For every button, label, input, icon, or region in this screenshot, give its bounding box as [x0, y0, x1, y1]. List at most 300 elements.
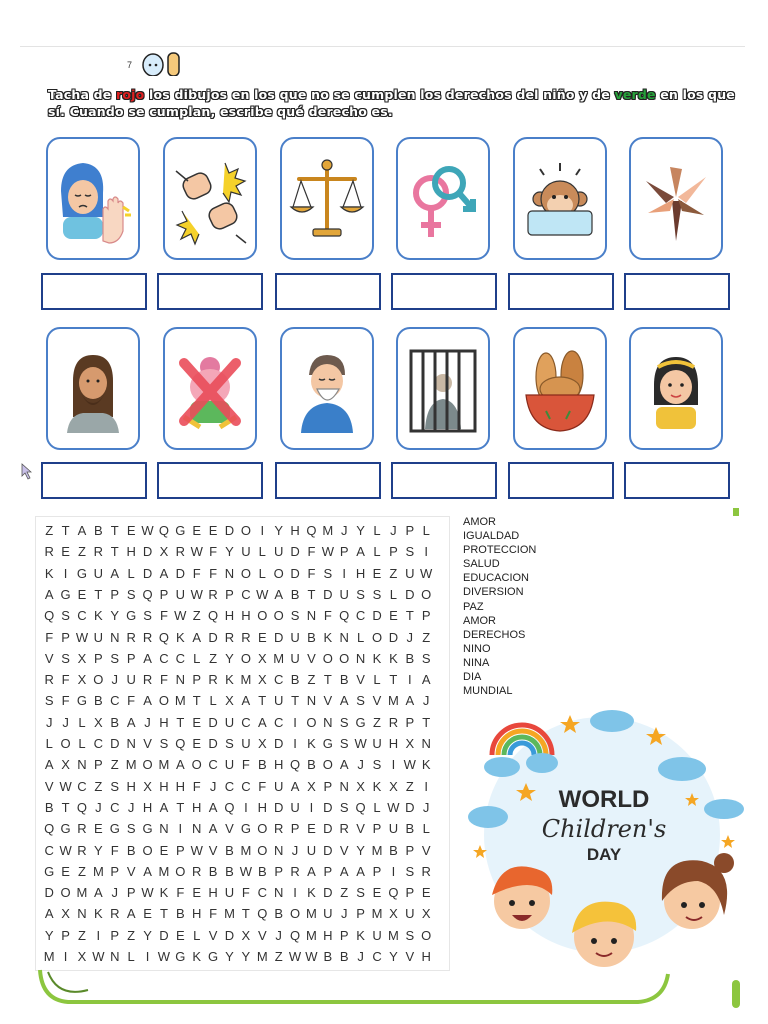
word-search-letter[interactable]: F: [323, 608, 332, 624]
word-search-letter[interactable]: L: [422, 821, 430, 837]
word-search-letter[interactable]: J: [209, 778, 217, 794]
word-search-letter[interactable]: C: [355, 608, 366, 624]
word-search-letter[interactable]: U: [372, 927, 382, 943]
word-search-letter[interactable]: J: [357, 757, 364, 773]
word-search-letter[interactable]: M: [224, 906, 235, 922]
word-search-letter[interactable]: A: [290, 778, 300, 794]
word-search-letter[interactable]: P: [323, 778, 333, 794]
word-search-letter[interactable]: P: [405, 523, 415, 538]
word-search-letter[interactable]: K: [372, 778, 382, 794]
word-search-letter[interactable]: B: [126, 842, 136, 858]
word-search-letter[interactable]: W: [256, 586, 269, 602]
word-search-letter[interactable]: P: [323, 863, 333, 879]
word-search-letter[interactable]: R: [224, 629, 235, 645]
card-girl-crossed-out[interactable]: [163, 327, 257, 450]
word-search-letter[interactable]: F: [192, 778, 201, 794]
word-search-letter[interactable]: S: [159, 736, 169, 751]
word-search-letter[interactable]: Q: [355, 799, 366, 815]
word-search-letter[interactable]: M: [322, 523, 334, 538]
word-search-letter[interactable]: H: [224, 608, 235, 624]
word-search-letter[interactable]: G: [355, 714, 366, 730]
word-search-letter[interactable]: A: [77, 523, 87, 538]
word-search-letter[interactable]: L: [373, 523, 381, 538]
word-search-letter[interactable]: Q: [76, 799, 88, 815]
word-search-letter[interactable]: D: [323, 586, 333, 602]
word-search-letter[interactable]: P: [61, 629, 70, 645]
word-search-letter[interactable]: W: [190, 842, 203, 858]
word-search-letter[interactable]: U: [405, 565, 415, 581]
word-search-letter[interactable]: U: [241, 736, 251, 751]
word-search-letter[interactable]: W: [75, 629, 89, 645]
word-search-letter[interactable]: O: [240, 523, 251, 538]
word-search-letter[interactable]: V: [208, 842, 218, 858]
word-search-letter[interactable]: A: [110, 565, 120, 581]
word-search-letter[interactable]: K: [372, 650, 382, 666]
word-search-letter[interactable]: D: [388, 629, 399, 645]
word-search-letter[interactable]: W: [420, 565, 433, 581]
word-search-letter[interactable]: N: [77, 906, 87, 922]
word-search-letter[interactable]: U: [290, 629, 300, 645]
word-search-letter[interactable]: J: [111, 885, 118, 901]
word-search-letter[interactable]: U: [93, 629, 104, 645]
word-search-letter[interactable]: K: [307, 736, 316, 751]
word-search-letter[interactable]: P: [192, 672, 202, 688]
word-search-letter[interactable]: Z: [422, 629, 431, 645]
word-search-letter[interactable]: L: [78, 714, 86, 730]
word-search-letter[interactable]: B: [405, 650, 415, 666]
word-search-letter[interactable]: X: [421, 906, 431, 922]
word-search-letter[interactable]: R: [175, 544, 186, 560]
word-search-letter[interactable]: Y: [225, 650, 234, 666]
word-search-letter[interactable]: F: [110, 842, 119, 858]
word-search-letter[interactable]: O: [371, 629, 383, 645]
word-search-letter[interactable]: J: [275, 927, 282, 943]
word-search-letter[interactable]: Z: [209, 650, 218, 666]
word-search-letter[interactable]: U: [224, 885, 235, 901]
word-search-letter[interactable]: X: [77, 672, 87, 688]
word-search-letter[interactable]: P: [339, 544, 349, 560]
word-search-letter[interactable]: G: [60, 586, 71, 602]
card-girl-rejecting[interactable]: [46, 137, 140, 260]
word-search-letter[interactable]: B: [44, 799, 54, 815]
word-search-letter[interactable]: E: [421, 885, 431, 901]
word-search-letter[interactable]: P: [126, 650, 136, 666]
word-search-letter[interactable]: X: [356, 778, 365, 794]
word-search-letter[interactable]: P: [110, 863, 120, 879]
word-search-letter[interactable]: Q: [339, 608, 350, 624]
word-search-letter[interactable]: T: [94, 586, 103, 602]
word-search-letter[interactable]: J: [340, 523, 348, 538]
word-search-letter[interactable]: C: [372, 949, 382, 964]
word-search-letter[interactable]: D: [142, 565, 153, 581]
word-search-letter[interactable]: P: [389, 544, 398, 560]
word-search-letter[interactable]: I: [178, 821, 183, 837]
word-search-letter[interactable]: N: [110, 629, 120, 645]
word-search-letter[interactable]: C: [257, 885, 267, 901]
word-search-letter[interactable]: G: [126, 608, 137, 624]
word-search-letter[interactable]: F: [45, 629, 54, 645]
word-search-letter[interactable]: X: [307, 778, 316, 794]
word-search-letter[interactable]: M: [43, 949, 55, 964]
word-search-letter[interactable]: G: [142, 821, 153, 837]
word-search-letter[interactable]: U: [323, 906, 333, 922]
word-search-letter[interactable]: N: [273, 842, 284, 858]
word-search-letter[interactable]: F: [127, 693, 136, 709]
word-search-letter[interactable]: T: [176, 799, 185, 815]
word-search-letter[interactable]: H: [290, 523, 300, 538]
word-search-letter[interactable]: L: [193, 650, 201, 666]
word-search-letter[interactable]: Z: [110, 757, 119, 773]
word-search-letter[interactable]: O: [191, 757, 202, 773]
word-search-letter[interactable]: H: [192, 906, 202, 922]
word-search-letter[interactable]: N: [306, 608, 317, 624]
word-search-letter[interactable]: S: [44, 693, 54, 709]
answer-box-7[interactable]: [41, 462, 147, 499]
word-search-letter[interactable]: N: [273, 885, 284, 901]
word-search-letter[interactable]: R: [208, 586, 218, 602]
word-search-letter[interactable]: T: [192, 693, 201, 709]
word-search-letter[interactable]: A: [339, 757, 349, 773]
word-search-letter[interactable]: S: [405, 863, 415, 879]
word-search-letter[interactable]: L: [45, 736, 53, 751]
word-search-letter[interactable]: B: [307, 757, 316, 773]
word-search-letter[interactable]: S: [323, 565, 333, 581]
word-search-letter[interactable]: T: [159, 906, 168, 922]
word-search-letter[interactable]: W: [174, 608, 187, 624]
word-search-letter[interactable]: I: [293, 736, 297, 751]
word-search-letter[interactable]: Z: [94, 778, 103, 794]
word-search-letter[interactable]: H: [175, 778, 186, 794]
word-search-letter[interactable]: V: [208, 927, 218, 943]
word-search-letter[interactable]: K: [421, 757, 431, 773]
word-search-letter[interactable]: A: [192, 629, 202, 645]
word-search-letter[interactable]: I: [260, 523, 265, 538]
word-search-letter[interactable]: S: [61, 608, 70, 624]
word-search-letter[interactable]: B: [339, 672, 349, 688]
word-search-letter[interactable]: G: [44, 863, 55, 879]
word-search-letter[interactable]: N: [224, 565, 235, 581]
word-search-letter[interactable]: U: [126, 672, 136, 688]
word-search-letter[interactable]: Z: [192, 608, 201, 624]
word-search-letter[interactable]: Y: [241, 949, 251, 964]
word-search-letter[interactable]: G: [109, 821, 120, 837]
word-search-letter[interactable]: R: [142, 629, 153, 645]
word-search-letter[interactable]: A: [94, 885, 103, 901]
word-search-letter[interactable]: X: [77, 650, 87, 666]
word-search-letter[interactable]: O: [93, 672, 104, 688]
word-search-letter[interactable]: S: [126, 821, 136, 837]
word-search-letter[interactable]: E: [61, 863, 70, 879]
word-search-letter[interactable]: J: [357, 949, 364, 964]
word-search-letter[interactable]: D: [405, 586, 415, 602]
word-search-letter[interactable]: X: [61, 906, 70, 922]
word-search-letter[interactable]: B: [257, 757, 267, 773]
word-search-letter[interactable]: V: [257, 927, 267, 943]
word-search-letter[interactable]: M: [387, 693, 399, 709]
word-search-letter[interactable]: D: [372, 608, 382, 624]
word-search-letter[interactable]: V: [307, 650, 316, 666]
word-search-letter[interactable]: C: [110, 799, 120, 815]
word-search-letter[interactable]: N: [421, 736, 431, 751]
word-search-letter[interactable]: S: [339, 714, 349, 730]
word-search-letter[interactable]: I: [63, 565, 68, 581]
word-search-letter[interactable]: E: [77, 586, 87, 602]
word-search-letter[interactable]: P: [339, 927, 349, 943]
word-search-letter[interactable]: D: [323, 885, 333, 901]
word-search-letter[interactable]: A: [143, 863, 152, 879]
word-search-letter[interactable]: S: [356, 693, 365, 709]
word-search-letter[interactable]: H: [126, 778, 136, 794]
word-search-letter[interactable]: W: [92, 949, 105, 964]
word-search-letter[interactable]: S: [61, 650, 70, 666]
word-search-letter[interactable]: C: [224, 778, 235, 794]
word-search-letter[interactable]: J: [390, 523, 397, 538]
word-search-letter[interactable]: R: [77, 821, 87, 837]
word-search-letter[interactable]: R: [388, 714, 399, 730]
word-search-letter[interactable]: D: [224, 523, 235, 538]
word-search-letter[interactable]: V: [356, 672, 365, 688]
word-search-letter[interactable]: U: [290, 799, 300, 815]
word-search-letter[interactable]: Z: [78, 544, 86, 560]
answer-box-4[interactable]: [391, 273, 497, 310]
word-search-letter[interactable]: F: [192, 565, 201, 581]
word-search-letter[interactable]: M: [306, 927, 317, 943]
word-search-letter[interactable]: A: [339, 693, 349, 709]
word-search-letter[interactable]: P: [405, 885, 415, 901]
word-search-letter[interactable]: A: [126, 714, 136, 730]
word-search-letter[interactable]: Q: [158, 629, 169, 645]
word-search-letter[interactable]: O: [289, 906, 301, 922]
word-search-letter[interactable]: D: [273, 736, 284, 751]
word-search-letter[interactable]: H: [388, 736, 399, 751]
word-search-letter[interactable]: P: [290, 821, 300, 837]
word-search-letter[interactable]: P: [405, 842, 415, 858]
word-search-letter[interactable]: L: [258, 565, 266, 581]
word-search-letter[interactable]: F: [307, 544, 316, 560]
word-search-letter[interactable]: E: [192, 736, 202, 751]
word-search-letter[interactable]: P: [372, 821, 382, 837]
word-search-letter[interactable]: D: [224, 927, 235, 943]
word-search-letter[interactable]: O: [142, 757, 153, 773]
word-search-letter[interactable]: I: [244, 799, 248, 815]
card-baby-monkey-bed[interactable]: [513, 137, 607, 260]
word-search-letter[interactable]: E: [143, 906, 152, 922]
word-search-letter[interactable]: F: [209, 544, 218, 560]
word-search-letter[interactable]: A: [44, 586, 54, 602]
word-search-letter[interactable]: A: [307, 863, 316, 879]
word-search-letter[interactable]: E: [126, 523, 136, 538]
word-search-letter[interactable]: J: [406, 629, 414, 645]
word-search-letter[interactable]: M: [273, 650, 285, 666]
word-search-letter[interactable]: L: [389, 586, 398, 602]
word-search-letter[interactable]: P: [421, 608, 431, 624]
word-search-letter[interactable]: G: [240, 821, 251, 837]
word-search-letter[interactable]: U: [388, 821, 399, 837]
word-search-letter[interactable]: P: [159, 586, 169, 602]
word-search-letter[interactable]: A: [421, 672, 431, 688]
word-search-letter[interactable]: R: [142, 672, 153, 688]
word-search-letter[interactable]: E: [208, 523, 218, 538]
word-search-letter[interactable]: H: [208, 885, 218, 901]
word-search-letter[interactable]: X: [61, 757, 70, 773]
word-search-letter[interactable]: I: [293, 885, 297, 901]
word-search-letter[interactable]: D: [273, 799, 284, 815]
word-search-letter[interactable]: L: [373, 672, 381, 688]
word-search-letter[interactable]: A: [143, 693, 152, 709]
word-search-letter[interactable]: T: [110, 544, 119, 560]
word-search-letter[interactable]: U: [405, 906, 415, 922]
word-search-letter[interactable]: P: [61, 927, 70, 943]
word-search-letter[interactable]: I: [391, 863, 396, 879]
word-search-letter[interactable]: O: [175, 863, 186, 879]
word-search-letter[interactable]: H: [142, 799, 153, 815]
word-search-letter[interactable]: L: [258, 544, 266, 560]
word-search-letter[interactable]: M: [158, 757, 170, 773]
word-search-letter[interactable]: H: [192, 799, 202, 815]
word-search-letter[interactable]: J: [291, 842, 299, 858]
word-search-letter[interactable]: K: [389, 650, 398, 666]
word-search-letter[interactable]: O: [322, 757, 333, 773]
word-search-letter[interactable]: V: [143, 736, 152, 751]
word-search-letter[interactable]: D: [175, 565, 186, 581]
word-search-letter[interactable]: T: [323, 672, 332, 688]
word-search-letter[interactable]: D: [323, 821, 333, 837]
word-search-letter[interactable]: C: [273, 714, 284, 730]
word-search-letter[interactable]: R: [126, 629, 136, 645]
word-search-letter[interactable]: H: [257, 799, 267, 815]
word-search-letter[interactable]: O: [306, 714, 317, 730]
word-search-letter[interactable]: W: [190, 586, 203, 602]
word-search-letter[interactable]: K: [225, 672, 234, 688]
word-search-letter[interactable]: O: [339, 650, 350, 666]
word-search-letter[interactable]: O: [273, 565, 284, 581]
answer-box-11[interactable]: [508, 462, 614, 499]
word-search-letter[interactable]: M: [306, 906, 317, 922]
word-search-letter[interactable]: N: [339, 778, 349, 794]
word-search-letter[interactable]: B: [290, 672, 300, 688]
word-search-letter[interactable]: I: [424, 544, 428, 560]
word-search-letter[interactable]: E: [372, 565, 382, 581]
word-search-letter[interactable]: W: [239, 863, 253, 879]
word-search-letter[interactable]: U: [372, 736, 382, 751]
word-search-letter[interactable]: Y: [225, 544, 234, 560]
word-search-letter[interactable]: Y: [44, 927, 54, 943]
answer-box-5[interactable]: [508, 273, 614, 310]
word-search-letter[interactable]: S: [405, 927, 415, 943]
word-search-letter[interactable]: V: [44, 778, 54, 794]
word-search-letter[interactable]: M: [125, 757, 137, 773]
word-search-letter[interactable]: S: [372, 757, 382, 773]
word-search-letter[interactable]: F: [61, 672, 70, 688]
word-search-letter[interactable]: A: [44, 757, 54, 773]
word-search-letter[interactable]: V: [339, 842, 349, 858]
word-search-letter[interactable]: C: [273, 672, 284, 688]
word-search-letter[interactable]: E: [61, 544, 70, 560]
word-search-letter[interactable]: Q: [388, 885, 399, 901]
word-search-letter[interactable]: R: [290, 863, 300, 879]
word-search-letter[interactable]: Z: [78, 927, 86, 943]
word-search-letter[interactable]: W: [141, 885, 154, 901]
word-search-letter[interactable]: R: [273, 821, 284, 837]
word-search-letter[interactable]: U: [306, 842, 317, 858]
word-search-letter[interactable]: F: [258, 778, 267, 794]
word-search-letter[interactable]: N: [323, 714, 333, 730]
word-search-letter[interactable]: Y: [356, 523, 365, 538]
word-search-letter[interactable]: K: [356, 927, 365, 943]
word-search-letter[interactable]: R: [44, 672, 54, 688]
word-search-letter[interactable]: X: [225, 693, 234, 709]
word-search-letter[interactable]: F: [307, 565, 316, 581]
word-search-letter[interactable]: Z: [307, 672, 316, 688]
word-search-letter[interactable]: I: [96, 927, 101, 943]
word-search-letter[interactable]: R: [77, 842, 87, 858]
word-search-letter[interactable]: D: [159, 927, 169, 943]
word-search-letter[interactable]: P: [94, 650, 103, 666]
word-search-letter[interactable]: S: [225, 736, 234, 751]
word-search-letter[interactable]: A: [126, 906, 136, 922]
answer-box-8[interactable]: [157, 462, 263, 499]
word-search-letter[interactable]: S: [110, 650, 120, 666]
card-sick-boy[interactable]: [280, 327, 374, 450]
word-search-letter[interactable]: A: [208, 821, 218, 837]
word-search-letter[interactable]: Q: [257, 906, 268, 922]
word-search-letter[interactable]: M: [174, 693, 186, 709]
answer-box-10[interactable]: [391, 462, 497, 499]
word-search-letter[interactable]: Z: [274, 949, 283, 964]
word-search-letter[interactable]: Z: [127, 927, 136, 943]
word-search-letter[interactable]: D: [208, 714, 218, 730]
word-search-letter[interactable]: D: [323, 799, 333, 815]
word-search-letter[interactable]: R: [192, 863, 202, 879]
word-search-letter[interactable]: C: [110, 693, 120, 709]
word-search-letter[interactable]: Q: [306, 523, 317, 538]
word-search-letter[interactable]: M: [256, 949, 268, 964]
word-search-letter[interactable]: W: [190, 544, 203, 560]
word-search-letter[interactable]: X: [257, 650, 267, 666]
word-search-letter[interactable]: P: [356, 906, 365, 922]
word-search-letter[interactable]: A: [405, 693, 415, 709]
answer-box-3[interactable]: [275, 273, 381, 310]
word-search-letter[interactable]: L: [193, 927, 201, 943]
word-search-letter[interactable]: B: [307, 629, 316, 645]
answer-box-12[interactable]: [624, 462, 730, 499]
word-search-letter[interactable]: O: [421, 927, 432, 943]
word-search-letter[interactable]: W: [141, 523, 154, 538]
word-search-letter[interactable]: E: [159, 842, 169, 858]
word-search-letter[interactable]: W: [403, 757, 416, 773]
word-search-letter[interactable]: S: [290, 608, 300, 624]
word-search-letter[interactable]: P: [110, 586, 120, 602]
word-search-letter[interactable]: C: [93, 736, 104, 751]
word-search-letter[interactable]: F: [209, 565, 218, 581]
word-search-letter[interactable]: A: [356, 544, 365, 560]
word-search-letter[interactable]: N: [126, 736, 136, 751]
word-search-letter[interactable]: S: [339, 799, 349, 815]
word-search-letter[interactable]: B: [339, 949, 349, 964]
word-search-letter[interactable]: D: [323, 842, 333, 858]
word-search-letter[interactable]: N: [306, 693, 317, 709]
word-search-letter[interactable]: E: [192, 714, 202, 730]
word-search-letter[interactable]: W: [288, 949, 302, 964]
word-search-letter[interactable]: L: [127, 565, 135, 581]
word-search-letter[interactable]: F: [159, 608, 168, 624]
word-search-letter[interactable]: L: [209, 693, 217, 709]
word-search-letter[interactable]: N: [159, 821, 169, 837]
word-search-letter[interactable]: T: [389, 672, 398, 688]
word-search-letter[interactable]: A: [44, 906, 54, 922]
word-search-letter[interactable]: B: [389, 842, 398, 858]
word-search-letter[interactable]: F: [209, 906, 218, 922]
